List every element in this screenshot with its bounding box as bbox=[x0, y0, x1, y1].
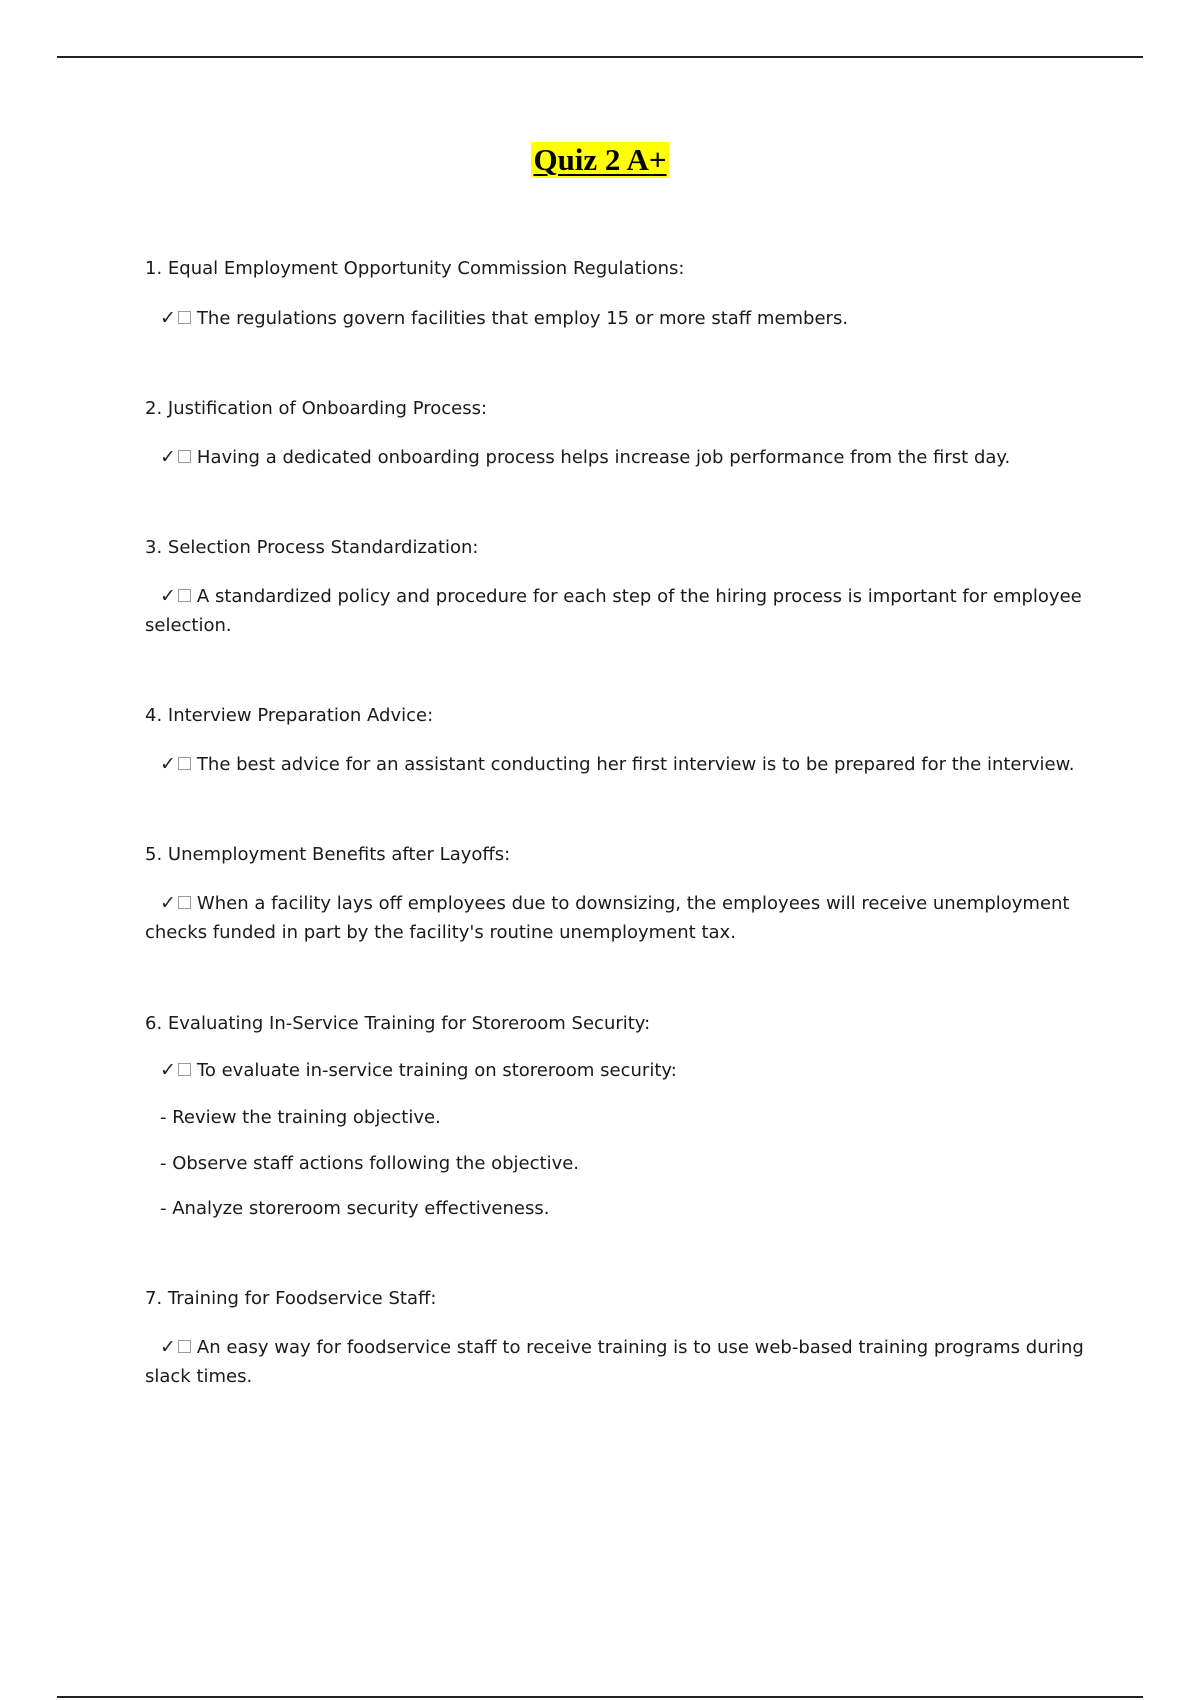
answer-item bbox=[145, 582, 1085, 640]
answer-item bbox=[145, 304, 1085, 333]
question-heading: 3. Selection Process Standardization: bbox=[145, 537, 479, 558]
answer-item bbox=[145, 1056, 1085, 1085]
question-heading: 6. Evaluating In-Service Training for Storeroom Security: bbox=[145, 1013, 651, 1034]
check-mark-icon: ✓ bbox=[160, 1336, 176, 1358]
answer-text: To evaluate in-service training on storeroom security: bbox=[196, 1060, 677, 1081]
checkbox-icon bbox=[178, 757, 191, 770]
check-mark-icon: ✓ bbox=[160, 307, 176, 329]
check-mark-icon: ✓ bbox=[160, 446, 176, 468]
answer-item bbox=[145, 1333, 1085, 1391]
answer-text: Having a dedicated onboarding process helps increase job performance from the first day. bbox=[196, 447, 1011, 468]
check-mark-icon: ✓ bbox=[160, 892, 176, 914]
bullet-item: - Observe staff actions following the objective. bbox=[160, 1153, 580, 1174]
bullet-item: - Review the training objective. bbox=[160, 1107, 441, 1128]
answer-text: When a facility lays off employees due to downsizing, the employees will receive unemployment checks funded in part by the facility's routine unemployment tax. bbox=[145, 893, 1070, 943]
bottom-rule bbox=[57, 1696, 1143, 1698]
page-title: Quiz 2 A+ bbox=[533, 142, 667, 177]
check-mark-icon: ✓ bbox=[160, 585, 176, 607]
checkbox-icon bbox=[178, 896, 191, 909]
question-heading: 7. Training for Foodservice Staff: bbox=[145, 1288, 437, 1309]
answer-item bbox=[145, 889, 1085, 947]
bullet-item: - Analyze storeroom security effectiveness. bbox=[160, 1198, 550, 1219]
question-heading: 1. Equal Employment Opportunity Commission Regulations: bbox=[145, 258, 685, 279]
title-container bbox=[0, 142, 1200, 178]
check-mark-icon: ✓ bbox=[160, 753, 176, 775]
question-heading: 4. Interview Preparation Advice: bbox=[145, 705, 434, 726]
question-heading: 2. Justification of Onboarding Process: bbox=[145, 398, 488, 419]
answer-text: An easy way for foodservice staff to receive training is to use web-based training programs during slack times. bbox=[145, 1337, 1084, 1387]
answer-text: The regulations govern facilities that employ 15 or more staff members. bbox=[196, 308, 849, 329]
check-mark-icon: ✓ bbox=[160, 1059, 176, 1081]
question-heading: 5. Unemployment Benefits after Layoffs: bbox=[145, 844, 511, 865]
answer-text: The best advice for an assistant conducting her first interview is to be prepared for the interview. bbox=[196, 754, 1075, 775]
checkbox-icon bbox=[178, 450, 191, 463]
checkbox-icon bbox=[178, 1340, 191, 1353]
top-rule bbox=[57, 56, 1143, 58]
checkbox-icon bbox=[178, 1063, 191, 1076]
answer-item bbox=[145, 750, 1085, 779]
answer-item bbox=[145, 443, 1085, 472]
answer-text: A standardized policy and procedure for each step of the hiring process is important for employee selection. bbox=[145, 586, 1082, 636]
checkbox-icon bbox=[178, 589, 191, 602]
checkbox-icon bbox=[178, 311, 191, 324]
